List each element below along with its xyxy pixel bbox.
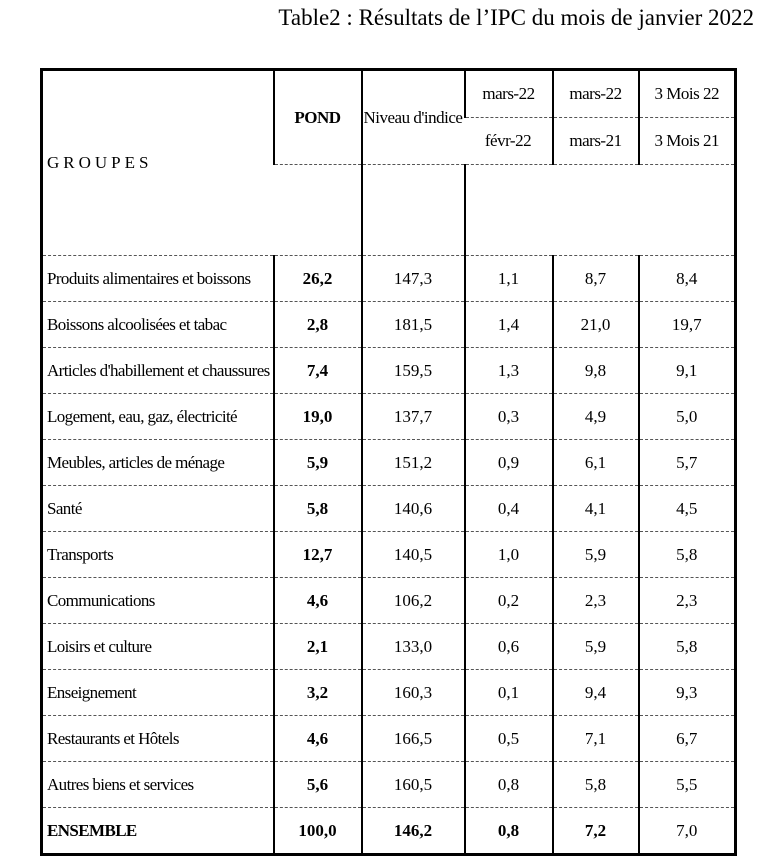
header-col3-top: mars-22 [465,70,553,118]
header-niveau: Niveau d'indice [362,70,465,165]
cell-c4: 21,0 [553,302,639,348]
table-row [42,716,736,762]
cell-c4: 4,1 [553,486,639,532]
cell-c5: 5,5 [639,762,736,808]
cell-c5: 5,8 [639,532,736,578]
total-c3: 0,8 [465,808,553,855]
cell-niveau: 133,0 [362,624,465,670]
cell-c5: 9,1 [639,348,736,394]
cell-c4: 7,1 [553,716,639,762]
header-groupes: GROUPES [47,153,153,172]
total-groupe: ENSEMBLE [42,808,274,855]
cell-c3: 1,0 [465,532,553,578]
header-col3-bottom: févr-22 [465,118,553,165]
cell-pond: 4,6 [274,578,362,624]
cell-groupe: Communications [42,578,274,624]
cell-c4: 5,9 [553,532,639,578]
cell-c4: 2,3 [553,578,639,624]
cell-c5: 19,7 [639,302,736,348]
cell-groupe: Autres biens et services [42,762,274,808]
cell-groupe: Meubles, articles de ménage [42,440,274,486]
cell-c5: 9,3 [639,670,736,716]
table-row [42,394,736,440]
cell-c5: 4,5 [639,486,736,532]
header-col5-bottom: 3 Mois 21 [639,118,736,165]
table-row [42,762,736,808]
cell-groupe: Loisirs et culture [42,624,274,670]
cell-niveau: 137,7 [362,394,465,440]
header-pond: POND [274,70,362,165]
cell-niveau: 160,5 [362,762,465,808]
table-row [42,486,736,532]
table-row [42,532,736,578]
cell-c3: 0,9 [465,440,553,486]
cell-pond: 5,8 [274,486,362,532]
cell-c5: 5,7 [639,440,736,486]
table-row [42,440,736,486]
cell-c3: 0,3 [465,394,553,440]
table-row [42,302,736,348]
cell-niveau: 181,5 [362,302,465,348]
table-row [42,578,736,624]
header-spacer-niveau [362,165,465,256]
cell-groupe: Produits alimentaires et boissons [42,256,274,302]
cell-pond: 12,7 [274,532,362,578]
cell-niveau: 106,2 [362,578,465,624]
table-row [42,670,736,716]
total-pond: 100,0 [274,808,362,855]
cell-pond: 4,6 [274,716,362,762]
cell-c3: 0,4 [465,486,553,532]
cell-c3: 0,5 [465,716,553,762]
cell-c3: 0,8 [465,762,553,808]
cell-c3: 1,1 [465,256,553,302]
cell-groupe: Logement, eau, gaz, électricité [42,394,274,440]
cell-groupe: Restaurants et Hôtels [42,716,274,762]
ipc-table [40,68,737,856]
cell-groupe: Transports [42,532,274,578]
cell-c5: 2,3 [639,578,736,624]
cell-c3: 0,6 [465,624,553,670]
cell-niveau: 140,6 [362,486,465,532]
table-row [42,624,736,670]
cell-groupe: Enseignement [42,670,274,716]
cell-groupe: Boissons alcoolisées et tabac [42,302,274,348]
header-spacer-pond [274,165,362,256]
cell-niveau: 147,3 [362,256,465,302]
cell-c4: 8,7 [553,256,639,302]
cell-c4: 6,1 [553,440,639,486]
cell-c4: 4,9 [553,394,639,440]
total-niveau: 146,2 [362,808,465,855]
cell-c3: 0,1 [465,670,553,716]
cell-niveau: 151,2 [362,440,465,486]
cell-c5: 6,7 [639,716,736,762]
cell-pond: 26,2 [274,256,362,302]
header-col5-top: 3 Mois 22 [639,70,736,118]
cell-groupe: Articles d'habillement et chaussures [42,348,274,394]
cell-pond: 3,2 [274,670,362,716]
cell-pond: 7,4 [274,348,362,394]
cell-c5: 8,4 [639,256,736,302]
cell-c4: 5,9 [553,624,639,670]
table-row [42,256,736,302]
header-col4-top: mars-22 [553,70,639,118]
cell-pond: 5,9 [274,440,362,486]
cell-c5: 5,0 [639,394,736,440]
total-c4: 7,2 [553,808,639,855]
cell-c4: 9,8 [553,348,639,394]
header-col4-bottom: mars-21 [553,118,639,165]
cell-niveau: 140,5 [362,532,465,578]
table-row [42,348,736,394]
cell-niveau: 159,5 [362,348,465,394]
cell-pond: 5,6 [274,762,362,808]
table-row-total [42,808,736,855]
cell-pond: 19,0 [274,394,362,440]
total-c5: 7,0 [639,808,736,855]
cell-c3: 1,3 [465,348,553,394]
cell-groupe: Santé [42,486,274,532]
cell-pond: 2,8 [274,302,362,348]
header-spacer-values [465,165,736,256]
cell-niveau: 166,5 [362,716,465,762]
cell-c5: 5,8 [639,624,736,670]
cell-c3: 1,4 [465,302,553,348]
cell-pond: 2,1 [274,624,362,670]
cell-c4: 9,4 [553,670,639,716]
cell-c4: 5,8 [553,762,639,808]
cell-niveau: 160,3 [362,670,465,716]
cell-c3: 0,2 [465,578,553,624]
table-title: Table2 : Résultats de l’IPC du mois de janvier 2022 [278,5,754,30]
